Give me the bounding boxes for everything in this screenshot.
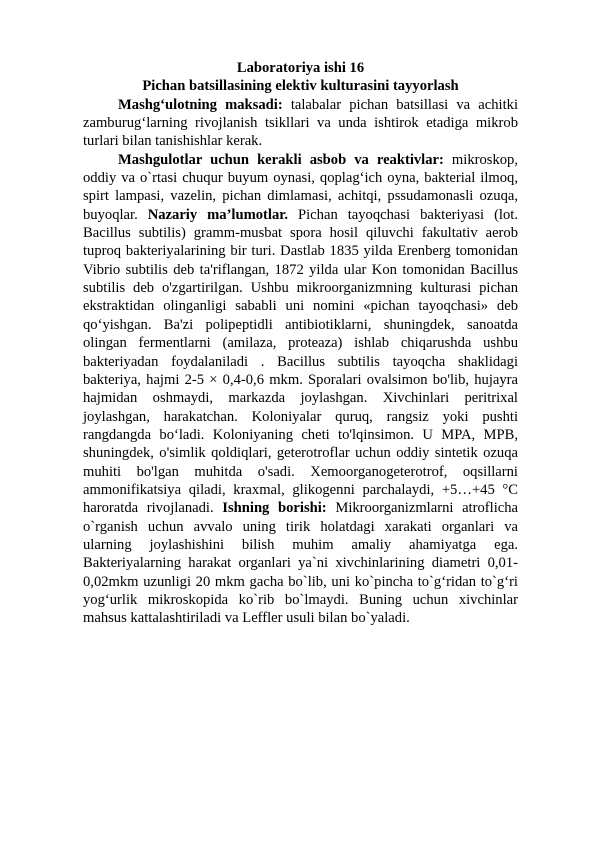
theory-label: Nazariy ma’lumotlar. — [147, 206, 289, 223]
lab-title: Pichan batsillasining elektiv kulturasini tayyorlash — [142, 78, 459, 95]
lab-number: Laboratoriya ishi 16 — [236, 60, 365, 76]
document-page — [83, 59, 518, 628]
materials-paragraph — [83, 151, 518, 628]
procedure-label: Ishning borishi: — [222, 500, 327, 517]
materials-label: Mashgulotlar uchun kerakli asbob va reaktivlar: — [118, 151, 444, 168]
theory-text: Pichan tayoqchasi bakteriyasi (lot. Bacillus subtilis) gramm-musbat spora hosil qiluvchi fakultativ aerob tuproq bakteriyalarining bir turi. Dastlab 1835 yilda Erenberg tomonidan Vibrio subtilis deb ta'riflangan, 1872 yilda ular Kon tomonidan Bacillus subtilis deb o'zgartirilgan. Ushbu mikroorganizmning kulturasi pichan ekstraktidan olinganligi sababli uni nomini «pichan tayoqchasi» deb qo‘yishgan. Ba'zi polipeptidli antibiotiklarni, shuningdek, sanoatda olingan fermentlarni (amilaza, proteaza) ishlab chiqarushda ushbu bakteriyadan foydalaniladi . Bacillus subtilis tayoqcha shaklidagi bakteriya, hajmi 2-5 × 0,4-0,6 mkm. Sporalari ovalsimon bo'lib, hujayra hajmidan oshmaydi, markazda joylashgan. Xivchinlari peritrixal joylashgan, harakatchan. Koloniyalar quruq, rangsiz yoki pushti rangdangda bo‘ladi. Koloniyaning cheti to'lqinsimon. U MPA, MPB, shuningdek, o'simlik qoldiqlari, geterotroflar uchun oddiy sintetik ozuqa muhiti bo'lgan muhitda o'sadi. Xemoorganogeterotrof, oqsillarni ammonifikatsiya qiladi, kraxmal, glikogenni parchalaydi, +5…+45 °C haroratda rivojlanadi. — [83, 206, 518, 517]
aim-paragraph — [83, 96, 518, 151]
aim-label: Mashg‘ulotning maksadi: — [118, 96, 283, 113]
aim-text: talabalar pichan batsillasi va achitki zamburug‘larning rivojlanish tsikllari va unda ishtirok etadiga mikrob turlari bilan tanishishlar kerak. — [83, 96, 518, 150]
procedure-text: Mikroorganizmlarni atroflicha o`rganish uchun avvalo uning tirik holatdagi xarakati organlari va ularning joylashishini bilish muhim amaliy ahamiyatga ega. Bakteriyalarning harakat organlari ya`ni xivchinlarining diametri 0,01-0,02mkm uzunligi 20 mkm gacha bo`lib, uni ko`pincha to`g‘ridan to`g‘ri yog‘urlik mikroskopida ko`rib bo`lmaydi. Buning uchun xivchinlar mahsus kattalashtiriladi va Leffler usuli bilan bo`yaladi. — [83, 500, 518, 627]
materials-text: mikroskop, oddiy va o`rtasi chuqur buyum oynasi, qoplag‘ich oyna, bakterial ilmoq, spirt lampasi, vazelin, pichan dimlamasi, achitqi, pssudamonasli ozuqa, buyoqlar. — [83, 151, 518, 223]
